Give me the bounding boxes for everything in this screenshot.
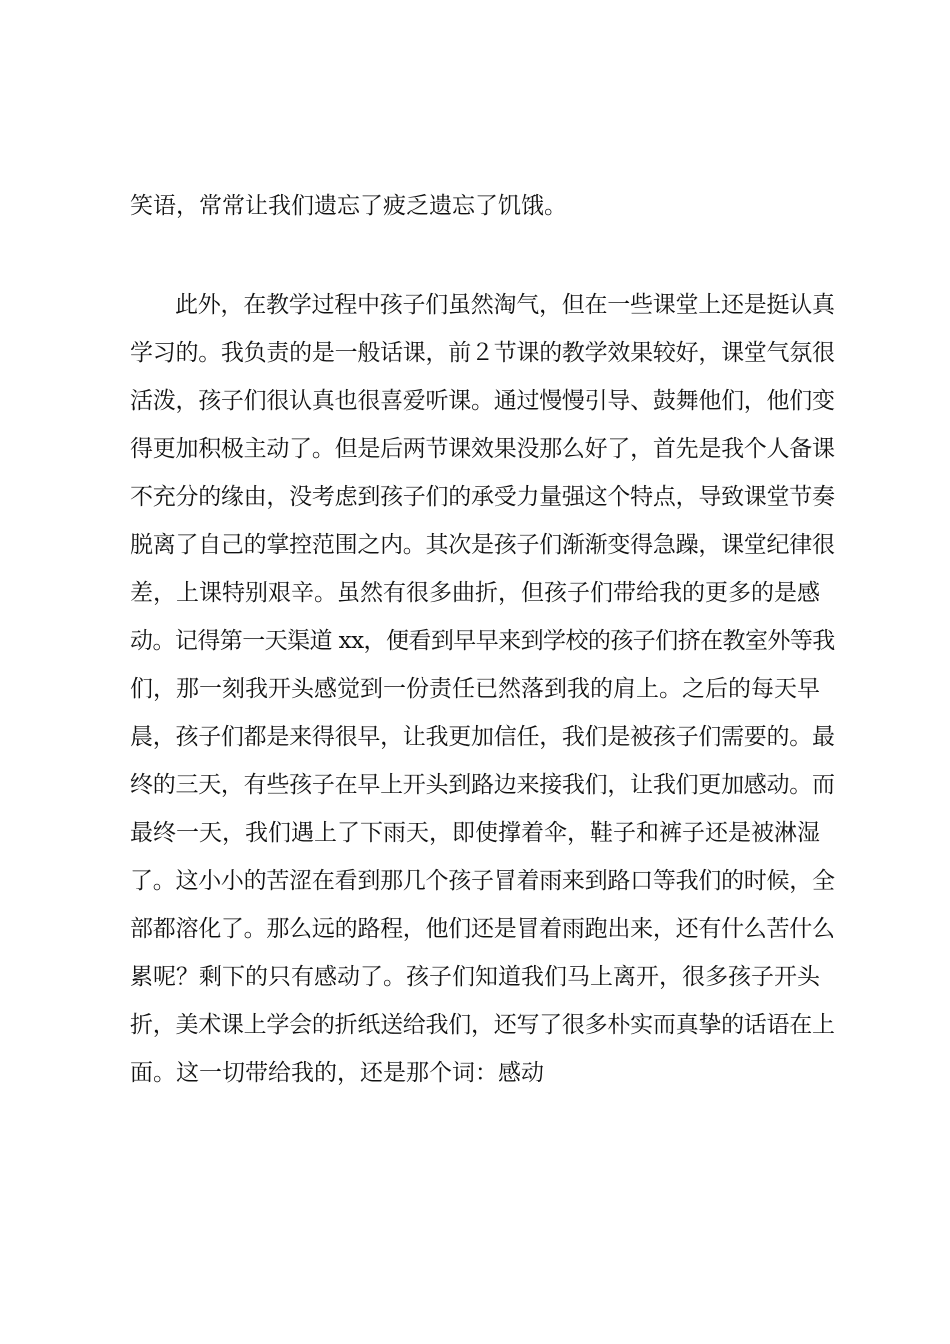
text-line: 活泼，孩子们很认真也很喜爱听课。通过慢慢引导、鼓舞他们，他们变 (130, 388, 835, 414)
text-line: 折，美术课上学会的折纸送给我们，还写了很多朴实而真挚的话语在上 (130, 1012, 835, 1038)
text-line: 此外，在教学过程中孩子们虽然淘气，但在一些课堂上还是挺认真 (175, 292, 835, 318)
text-line: 晨，孩子们都是来得很早，让我更加信任，我们是被孩子们需要的。最 (130, 724, 835, 750)
text-line: 得更加积极主动了。但是后两节课效果没那么好了，首先是我个人备课 (130, 436, 835, 462)
text-line: 面。这一切带给我的，还是那个词：感动 (130, 1060, 544, 1086)
text-line: 部都溶化了。那么远的路程，他们还是冒着雨跑出来，还有什么苦什么 (130, 916, 835, 942)
text-line: 们，那一刻我开头感觉到一份责任已然落到我的肩上。之后的每天早 (130, 676, 820, 702)
text-line: 差，上课特别艰辛。虽然有很多曲折，但孩子们带给我的更多的是感 (130, 580, 820, 606)
text-line: 累呢？剩下的只有感动了。孩子们知道我们马上离开，很多孩子开头 (130, 964, 820, 990)
text-line: 最终一天，我们遇上了下雨天，即使撑着伞，鞋子和裤子还是被淋湿 (130, 820, 820, 846)
text-line: 笑语，常常让我们遗忘了疲乏遗忘了饥饿。 (130, 193, 567, 219)
text-line: 脱离了自己的掌控范围之内。其次是孩子们渐渐变得急躁，课堂纪律很 (130, 532, 835, 558)
text-line: 不充分的缘由，没考虑到孩子们的承受力量强这个特点，导致课堂节奏 (130, 484, 835, 510)
text-line: 动。记得第一天渠道 xx，便看到早早来到学校的孩子们挤在教室外等我 (130, 628, 835, 654)
text-line: 学习的。我负责的是一般话课，前２节课的教学效果较好，课堂气氛很 (130, 340, 835, 366)
text-line: 了。这小小的苦涩在看到那几个孩子冒着雨来到路口等我们的时候，全 (130, 868, 835, 894)
text-line: 终的三天，有些孩子在早上开头到路边来接我们，让我们更加感动。而 (130, 772, 835, 798)
